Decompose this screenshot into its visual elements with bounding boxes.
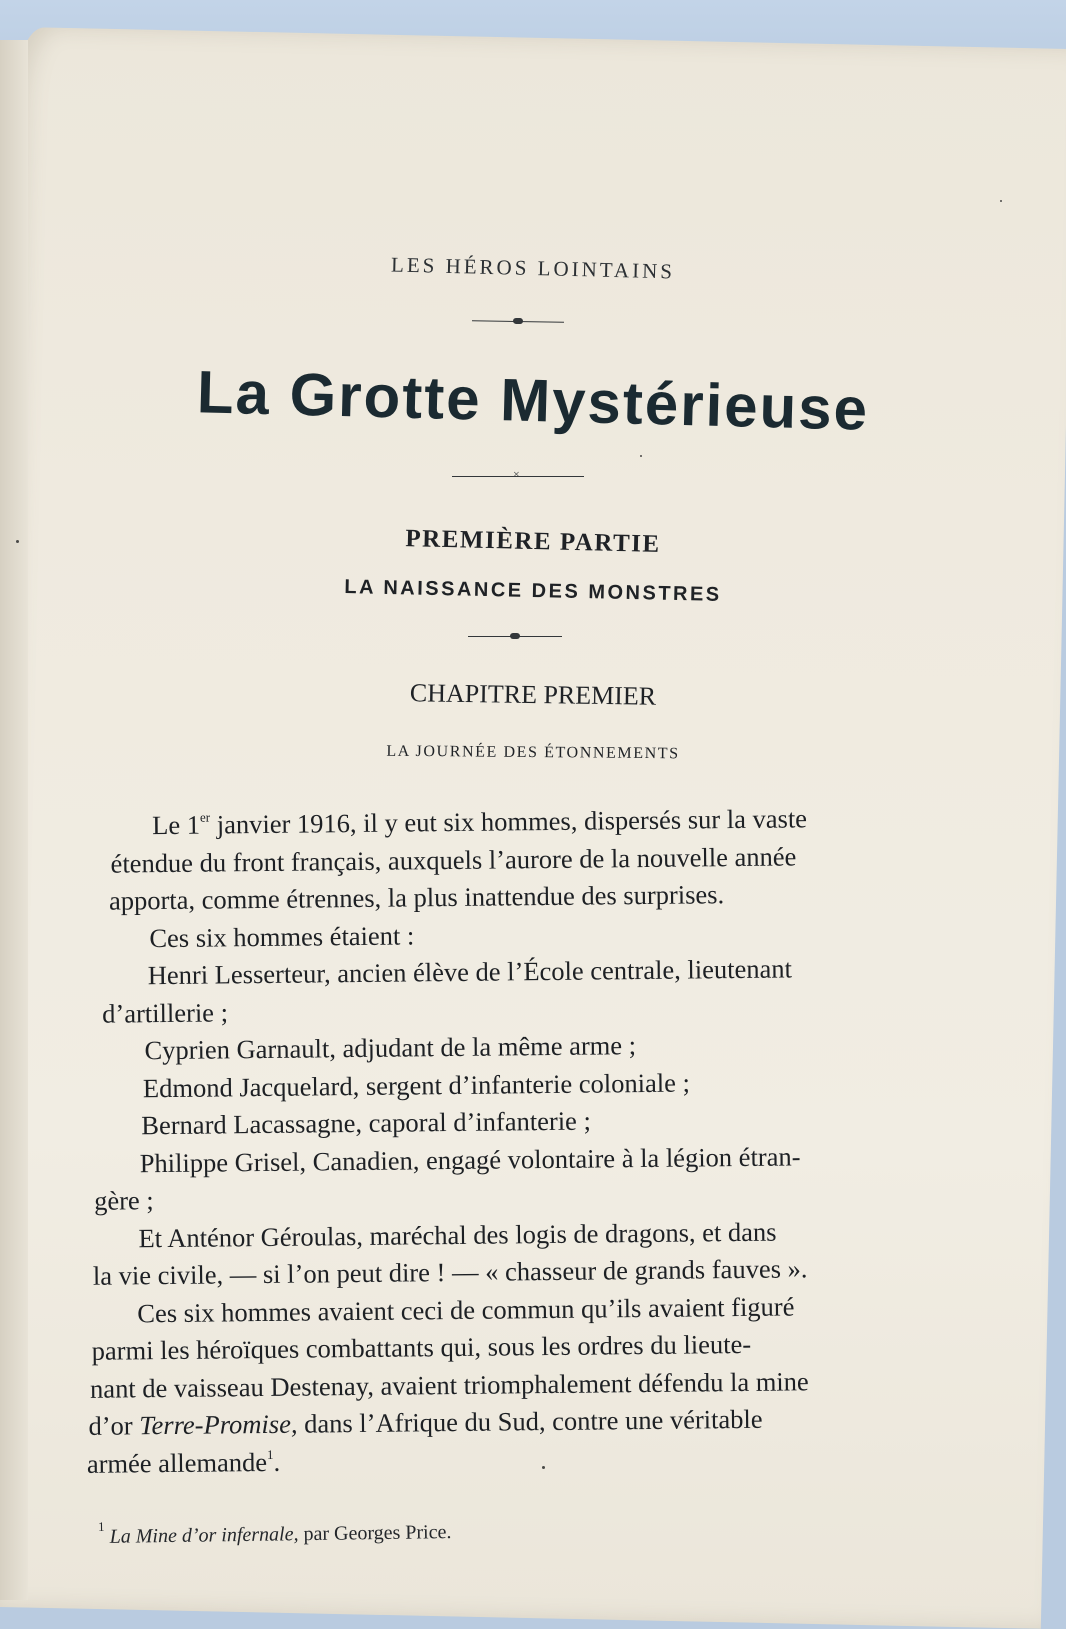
text-line: Edmond Jacquelard, sergent d’infanterie coloniale ; bbox=[142, 1067, 691, 1103]
chapter-title: LA JOURNÉE DES ÉTONNEMENTS bbox=[386, 742, 680, 763]
text-line: Bernard Lacassagne, caporal d’infanterie ; bbox=[141, 1105, 591, 1141]
text-line: la vie civile, — si l’on peut dire ! — « chasseur de grands fauves ». bbox=[92, 1253, 808, 1291]
footnote-title: La Mine d’or infernale, bbox=[109, 1523, 299, 1548]
text-line: nant de vaisseau Destenay, avaient triomphalement défendu la mine bbox=[89, 1365, 809, 1404]
text-line: Ces six hommes étaient : bbox=[149, 919, 415, 953]
text-fragment: armée allemande bbox=[86, 1446, 268, 1479]
body-text bbox=[70, 799, 937, 1483]
text-fragment: dans l’Afrique du Sud, contre une véritable bbox=[297, 1403, 763, 1439]
text-line: apporta, comme étrennes, la plus inattendue des surprises. bbox=[108, 879, 725, 916]
paper-speck bbox=[1000, 200, 1002, 202]
superscript: er bbox=[199, 809, 211, 825]
footnote-number: 1 bbox=[97, 1518, 105, 1534]
italic-title: Terre-Promise, bbox=[139, 1408, 298, 1441]
text-line: Philippe Grisel, Canadien, engagé volontaire à la légion étran- bbox=[139, 1140, 801, 1178]
paper-speck bbox=[542, 1466, 545, 1469]
text-line: d’artillerie ; bbox=[101, 996, 229, 1029]
text-fragment: janvier 1916, il y eut six hommes, dispersés sur la vaste bbox=[209, 803, 808, 840]
series-title: LES HÉROS LOINTAINS bbox=[390, 252, 676, 284]
ornament-divider bbox=[472, 320, 564, 323]
text-line: parmi les héroïques combattants qui, sous les ordres du lieute- bbox=[91, 1328, 752, 1366]
text-line: Et Anténor Géroulas, maréchal des logis de dragons, et dans bbox=[138, 1216, 777, 1253]
footnote-marker: 1 bbox=[266, 1446, 274, 1462]
footnote-author: par Georges Price. bbox=[298, 1521, 452, 1546]
book-title: La Grotte Mystérieuse bbox=[196, 358, 870, 443]
text-line: Cyprien Garnault, adjudant de la même arme ; bbox=[144, 1030, 637, 1066]
ornament-divider bbox=[468, 636, 562, 637]
footnote bbox=[98, 1516, 798, 1549]
part-title: LA NAISSANCE DES MONSTRES bbox=[344, 576, 722, 606]
text-line: gère ; bbox=[93, 1185, 154, 1216]
ornament-divider: × bbox=[452, 476, 584, 477]
text-fragment: d’or bbox=[88, 1410, 140, 1441]
text-line: Henri Lesserteur, ancien élève de l’École centrale, lieutenant bbox=[147, 953, 793, 991]
text-line: Ces six hommes avaient ceci de commun qu’ils avaient figuré bbox=[137, 1290, 795, 1328]
text-fragment: Le 1 bbox=[152, 809, 201, 841]
text-line: étendue du front français, auxquels l’aurore de la nouvelle année bbox=[110, 840, 797, 879]
paper-speck bbox=[640, 455, 642, 457]
chapter-heading: CHAPITRE PREMIER bbox=[409, 678, 657, 711]
text-fragment: . bbox=[273, 1446, 281, 1477]
paper-speck bbox=[16, 540, 19, 543]
part-heading: PREMIÈRE PARTIE bbox=[405, 525, 661, 558]
